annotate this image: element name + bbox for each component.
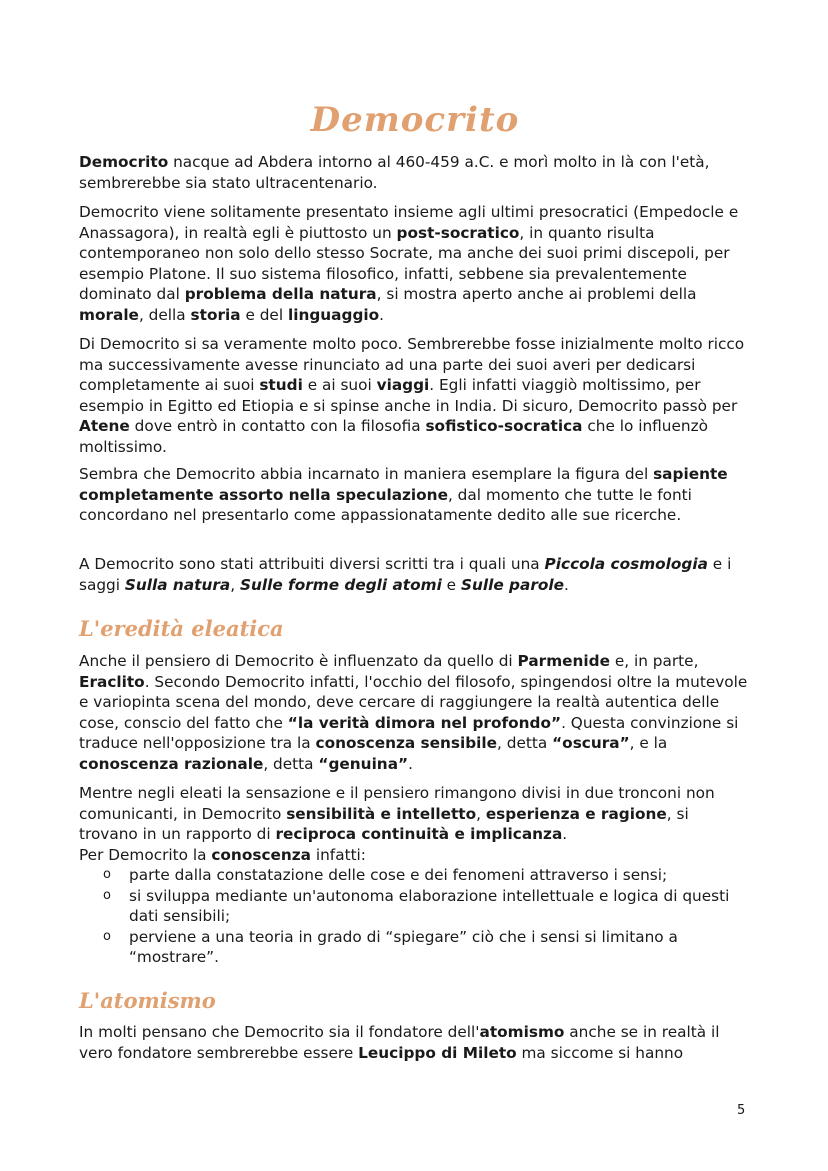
paragraph-birth: Democrito nacque ad Abdera intorno al 460-459 a.C. e morì molto in là con l'età, sembrerebbe sia stato ultracentenario. bbox=[79, 153, 710, 192]
paragraph-continuity: Mentre negli eleati la sensazione e il pensiero rimangono divisi in due tronconi non comunicanti, in Democrito sensibilità e intelletto, esperienza e ragione, si trovano in un rapporto di reciproca continuità e implicanza. bbox=[79, 784, 715, 844]
section-heading-atomism: L'atomismo bbox=[79, 988, 216, 1013]
bullet-icon: o bbox=[103, 928, 111, 944]
knowledge-list bbox=[79, 865, 751, 968]
paragraph-writings: A Democrito sono stati attribuiti diversi scritti tra i quali una Piccola cosmologia e i saggi Sulla natura, Sulle forme degli atomi e Sulle parole. bbox=[79, 555, 732, 594]
page-title: Democrito bbox=[310, 100, 520, 140]
paragraph-atomism: In molti pensano che Democrito sia il fondatore dell'atomismo anche se in realtà il vero fondatore sembrerebbe essere Leucippo di Mileto ma siccome si hanno bbox=[79, 1023, 720, 1062]
page-number: 5 bbox=[737, 1103, 746, 1118]
list-item: o parte dalla constatazione delle cose e dei fenomeni attraverso i sensi; bbox=[103, 866, 668, 884]
paragraph-presentation: Democrito viene solitamente presentato insieme agli ultimi presocratici (Empedocle e Anassagora), in realtà egli è piuttosto un post-socratico, in quanto risulta contemporaneo non solo dello stesso Socrate, ma anche dei suoi primi discepoli, per esempio Platone. Il suo sistema filosofico, infatti, sebbene sia prevalentemente dominato dal problema della natura, si mostra aperto anche ai problemi della morale, della storia e del linguaggio. bbox=[79, 203, 739, 324]
paragraph-knowledge-intro: Per Democrito la conoscenza infatti: bbox=[79, 846, 366, 864]
paragraph-sapiente: Sembra che Democrito abbia incarnato in maniera esemplare la figura del sapiente completamente assorto nella speculazione, dal momento che tutte le fonti concordano nel presentarlo come appassionatamente dedito alle sue ricerche. bbox=[79, 465, 728, 525]
bullet-icon: o bbox=[103, 887, 111, 903]
paragraph-life: Di Democrito si sa veramente molto poco. Sembrerebbe fosse inizialmente molto ricco ma successivamente avesse rinunciato ad una parte dei suoi averi per dedicarsi completamente ai suoi studi e ai suoi viaggi. Egli infatti viaggiò moltissimo, per esempio in Egitto ed Etiopia e si spinse anche in India. Di sicuro, Democrito passò per Atene dove entrò in contatto con la filosofia sofistico-socratica che lo influenzò moltissimo. bbox=[79, 335, 745, 456]
list-item: o perviene a una teoria in grado di “spiegare” ciò che i sensi si limitano a “mostrare”. bbox=[103, 927, 678, 967]
bullet-icon: o bbox=[103, 867, 111, 882]
list-item: o si sviluppa mediante un'autonoma elaborazione intellettuale e logica di questi dati sensibili; bbox=[103, 886, 730, 926]
paragraph-eleatic-influence: Anche il pensiero di Democrito è influenzato da quello di Parmenide e, in parte, Eraclito. Secondo Democrito infatti, l'occhio del filosofo, spingendosi oltre la mutevole e variopinta scena del mondo, deve cercare di raggiungere la realtà autentica delle cose, conscio del fatto che “la verità dimora nel profondo”. Questa convinzione si traduce nell'opposizione tra la conoscenza sensibile, detta “oscura”, e la conoscenza razionale, detta “genuina”. bbox=[79, 652, 748, 773]
section-heading-eleatic: L'eredità eleatica bbox=[79, 616, 284, 641]
